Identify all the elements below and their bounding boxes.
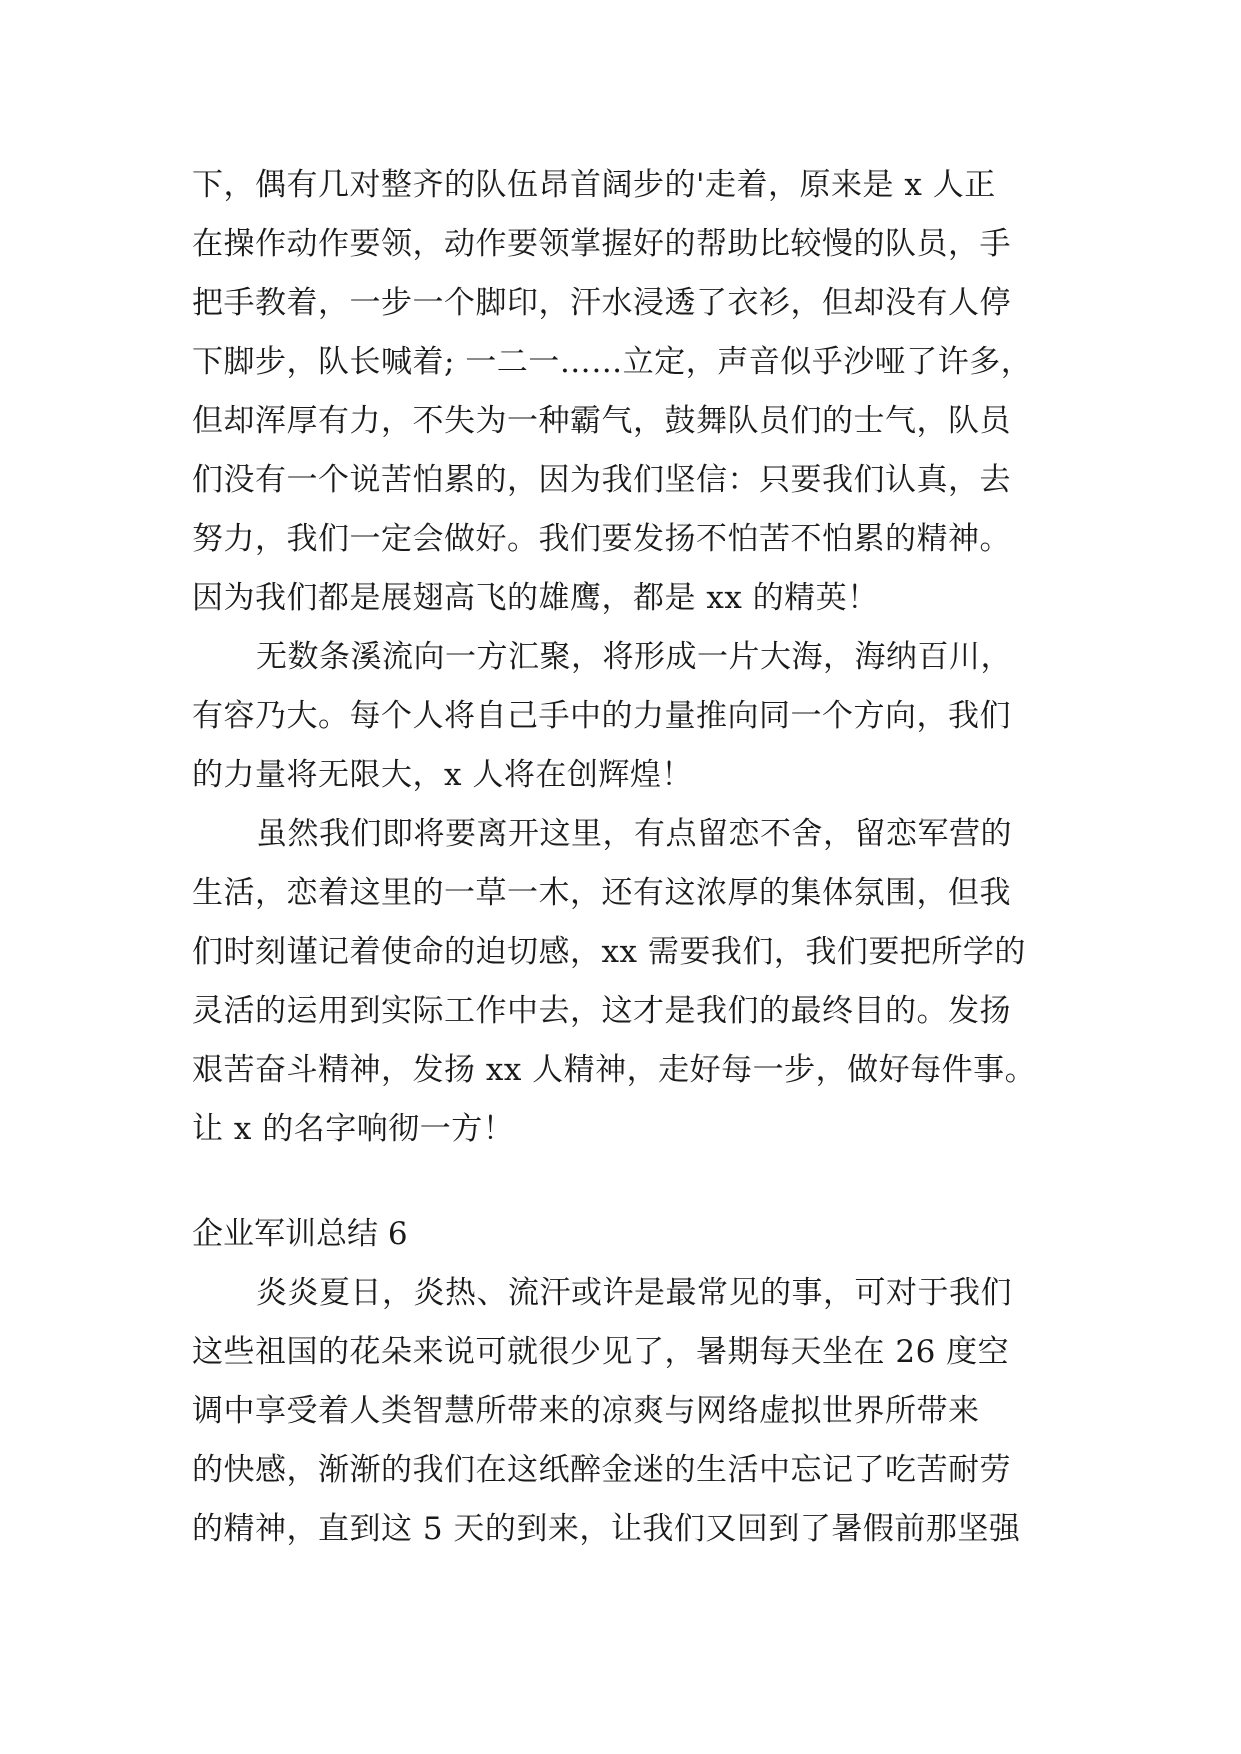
text-line: 在操作动作要领，动作要领掌握好的帮助比较慢的队员，手 <box>192 226 1011 262</box>
text-line: 的快感，渐渐的我们在这纸醉金迷的生活中忘记了吃苦耐劳 <box>192 1452 1011 1488</box>
section-heading: 企业军训总结 6 <box>192 1216 408 1252</box>
text-line: 虽然我们即将要离开这里，有点留恋不舍，留恋军营的 <box>256 816 1012 852</box>
text-line: 下脚步，队长喊着; 一二一……立定，声音似乎沙哑了许多， <box>192 344 1033 380</box>
text-line: 这些祖国的花朵来说可就很少见了，暑期每天坐在 26 度空 <box>192 1334 1010 1370</box>
text-line: 们时刻谨记着使命的迫切感，xx 需要我们，我们要把所学的 <box>192 934 1026 970</box>
text-line: 调中享受着人类智慧所带来的凉爽与网络虚拟世界所带来 <box>192 1393 980 1429</box>
text-line: 努力，我们一定会做好。我们要发扬不怕苦不怕累的精神。 <box>192 521 1011 557</box>
text-line: 生活，恋着这里的一草一木，还有这浓厚的集体氛围，但我 <box>192 875 1011 911</box>
text-line: 的力量将无限大，x 人将在创辉煌！ <box>192 757 693 793</box>
text-line: 艰苦奋斗精神，发扬 xx 人精神，走好每一步，做好每件事。 <box>192 1052 1037 1088</box>
text-line: 灵活的运用到实际工作中去，这才是我们的最终目的。发扬 <box>192 993 1011 1029</box>
text-line: 炎炎夏日，炎热、流汗或许是最常见的事，可对于我们 <box>256 1275 1012 1311</box>
text-line: 有容乃大。每个人将自己手中的力量推向同一个方向，我们 <box>192 698 1011 734</box>
text-line: 无数条溪流向一方汇聚，将形成一片大海，海纳百川， <box>256 639 1012 675</box>
text-line: 但却浑厚有力，不失为一种霸气，鼓舞队员们的士气，队员 <box>192 403 1011 439</box>
text-line: 把手教着，一步一个脚印，汗水浸透了衣衫，但却没有人停 <box>192 285 1011 321</box>
text-line: 让 x 的名字响彻一方！ <box>192 1111 515 1147</box>
text-line: 的精神，直到这 5 天的到来，让我们又回到了暑假前那坚强 <box>192 1511 1021 1547</box>
text-line: 下，偶有几对整齐的队伍昂首阔步的'走着，原来是 x 人正 <box>192 167 996 203</box>
text-line: 们没有一个说苦怕累的，因为我们坚信：只要我们认真，去 <box>192 462 1011 498</box>
text-line: 因为我们都是展翅高飞的雄鹰，都是 xx 的精英！ <box>192 580 879 616</box>
